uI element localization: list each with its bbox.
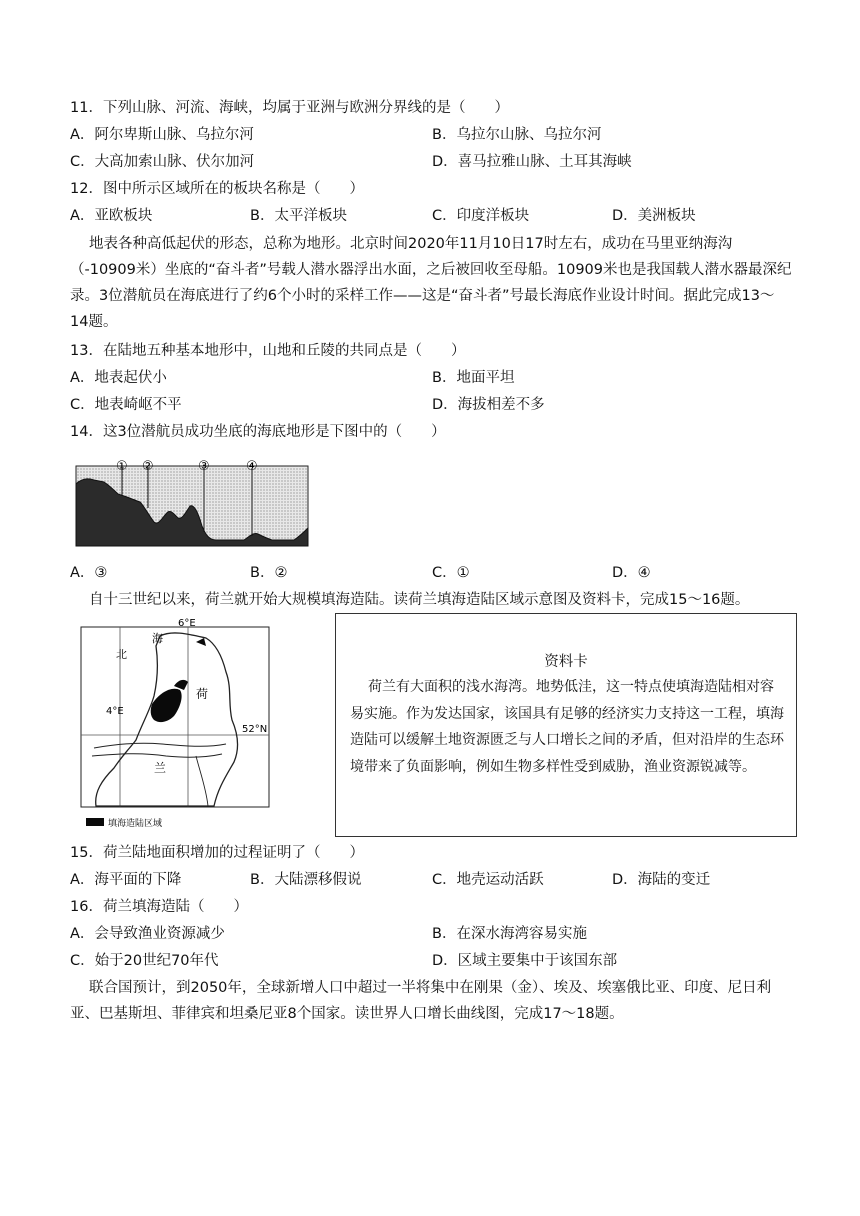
q14-option-a: A．③ bbox=[70, 565, 108, 581]
q11-option-b: B．乌拉尔山脉、乌拉尔河 bbox=[432, 127, 602, 143]
question-16-stem: 16．荷兰填海造陆（ ） bbox=[70, 899, 248, 915]
marker-3-label: ③ bbox=[198, 459, 210, 474]
marker-1-label: ① bbox=[116, 459, 128, 474]
q15-option-c: C．地壳运动活跃 bbox=[432, 872, 544, 888]
q11-option-c: C．大高加索山脉、伏尔加河 bbox=[70, 154, 255, 170]
info-card-body bbox=[350, 674, 786, 780]
seafloor-profile-figure bbox=[74, 456, 314, 552]
legend-label: 填海造陆区域 bbox=[108, 819, 163, 829]
q13-option-a: A．地表起伏小 bbox=[70, 370, 167, 386]
q16-option-c: C．始于20世纪70年代 bbox=[70, 953, 219, 969]
q13-option-c: C．地表崎岖不平 bbox=[70, 397, 182, 413]
q13-option-b: B．地面平坦 bbox=[432, 370, 515, 386]
q15-option-d: D．海陆的变迁 bbox=[612, 872, 711, 888]
label-lan: 兰 bbox=[154, 761, 167, 775]
info-card bbox=[335, 613, 797, 837]
q12-option-a: A．亚欧板块 bbox=[70, 208, 153, 224]
marker-2-label: ② bbox=[142, 459, 154, 474]
q12-option-d: D．美洲板块 bbox=[612, 208, 696, 224]
legend-swatch bbox=[86, 818, 104, 826]
q16-option-b: B．在深水海湾容易实施 bbox=[432, 926, 587, 942]
q14-option-b: B．② bbox=[250, 565, 288, 581]
q14-option-d: D．④ bbox=[612, 565, 651, 581]
question-11-stem: 11．下列山脉、河流、海峡，均属于亚洲与欧洲分界线的是（ ） bbox=[70, 100, 509, 116]
label-sea: 海 bbox=[152, 632, 163, 645]
question-13-stem: 13．在陆地五种基本地形中，山地和丘陵的共同点是（ ） bbox=[70, 343, 466, 359]
passage-netherlands bbox=[70, 587, 792, 613]
question-15-stem: 15．荷兰陆地面积增加的过程证明了（ ） bbox=[70, 845, 364, 861]
q12-option-c: C．印度洋板块 bbox=[432, 208, 530, 224]
q16-option-d: D．区域主要集中于该国东部 bbox=[432, 953, 618, 969]
marker-4-label: ④ bbox=[246, 459, 258, 474]
q16-option-a: A．会导致渔业资源减少 bbox=[70, 926, 225, 942]
netherlands-map bbox=[76, 616, 274, 834]
question-12-stem: 12．图中所示区域所在的板块名称是（ ） bbox=[70, 181, 364, 197]
info-card-title: 资料卡 bbox=[544, 654, 588, 670]
label-52n: 52°N bbox=[242, 724, 268, 735]
label-6e: 6°E bbox=[178, 618, 196, 629]
question-14-stem: 14．这3位潜航员成功坐底的海底地形是下图中的（ ） bbox=[70, 424, 446, 440]
q11-option-d: D．喜马拉雅山脉、土耳其海峡 bbox=[432, 154, 632, 170]
info-card-text: 荷兰有大面积的浅水海湾。地势低洼，这一特点使填海造陆相对容易实施。作为发达国家，该国具有足够的经济实力支持这一工程，填海造陆可以缓解土地资源匮乏与人口增长之间的矛盾，但对沿岸的生态环境带来了负面影响，例如生物多样性受到威胁，渔业资源锐减等。 bbox=[350, 679, 784, 775]
label-he: 荷 bbox=[196, 687, 209, 701]
q14-option-c: C．① bbox=[432, 565, 470, 581]
passage-deep-sea-text: 地表各种高低起伏的形态，总称为地形。北京时间2020年11月10日17时左右，成功在马里亚纳海沟（-10909米）坐底的“奋斗者”号载人潜水器浮出水面，之后被回收至母船。10909米也是我国载人潜水器最深纪录。3位潜航员在海底进行了约6个小时的采样工作——这是“奋斗者”号最长海底作业设计时间。据此完成13～14题。 bbox=[70, 236, 792, 330]
passage-netherlands-text: 自十三世纪以来，荷兰就开始大规模填海造陆。读荷兰填海造陆区域示意图及资料卡，完成15～16题。 bbox=[89, 592, 750, 608]
q15-option-b: B．大陆漂移假说 bbox=[250, 872, 362, 888]
q12-option-b: B．太平洋板块 bbox=[250, 208, 347, 224]
q15-option-a: A．海平面的下降 bbox=[70, 872, 182, 888]
passage-population-text: 联合国预计，到2050年，全球新增人口中超过一半将集中在刚果（金）、埃及、埃塞俄比亚、印度、尼日利亚、巴基斯坦、菲律宾和坦桑尼亚8个国家。读世界人口增长曲线图，完成17～18题。 bbox=[70, 980, 772, 1022]
passage-deep-sea bbox=[70, 231, 792, 335]
label-4e: 4°E bbox=[106, 706, 124, 717]
label-north: 北 bbox=[116, 648, 127, 661]
passage-population bbox=[70, 975, 792, 1027]
q11-option-a: A．阿尔卑斯山脉、乌拉尔河 bbox=[70, 127, 254, 143]
q13-option-d: D．海拔相差不多 bbox=[432, 397, 545, 413]
map-frame bbox=[81, 627, 269, 807]
